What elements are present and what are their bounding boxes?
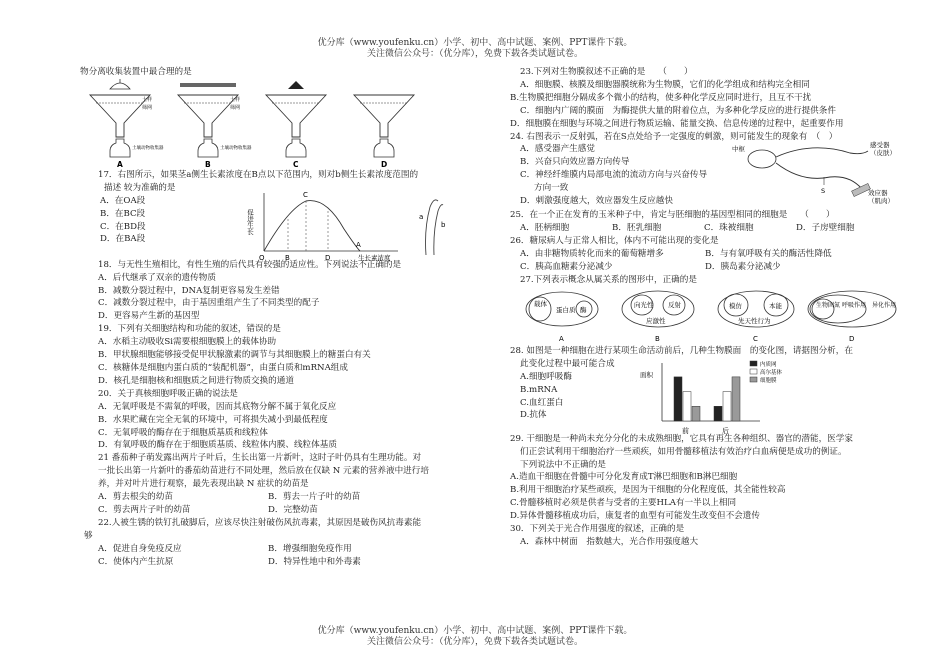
funnel-apparatus xyxy=(80,79,475,169)
q25-option-a: A．胚柄细胞 xyxy=(520,223,570,234)
q18-stem: 18．与无性生殖相比，有性生殖的后代具有较强的适应性。下列说法不正确的是 xyxy=(98,259,402,270)
q22-option-d: D．特异性地中和外毒素 xyxy=(268,556,361,567)
q17-line1: 17．右图所示，如果茎a侧生长素浓度在B点以下范围内，则对b侧生长素浓度范围的 xyxy=(98,169,419,180)
stem-label-b: b xyxy=(441,220,446,229)
reflex-arc-figure xyxy=(732,137,902,207)
cover-plate xyxy=(180,83,236,87)
concept-a-letter: A xyxy=(559,334,564,343)
q26-option-d: D．胰岛素分泌减少 xyxy=(705,262,781,273)
q26-option-a: A．由非糖物质转化而来的葡萄糖增多 xyxy=(520,249,664,260)
stem-left xyxy=(426,200,439,255)
q26-option-c: C．胰高血糖素分泌减少 xyxy=(520,262,613,273)
q28-option-b: B.mRNA xyxy=(520,384,558,395)
concept-b-letter: B xyxy=(655,334,660,343)
concept-a-label-2: 蛋白质 xyxy=(556,305,576,314)
q29-option-b: B.利用干细胞治疗某些顽疾，是因为干细胞的分化程度低，其全能性较高 xyxy=(510,485,786,496)
q23-option-c: C．细胞内广阔的膜面 为酶提供大量的附着位点，为多种化学反应的进行提供条件 xyxy=(520,105,836,116)
q30-stem: 30．下列关于光合作用强度的叙述，正确的是 xyxy=(510,524,685,535)
auxin-curve xyxy=(264,200,360,250)
part-label-collector: 土壤动物收集器 xyxy=(132,145,164,151)
concept-b-label-3: 应激性 xyxy=(646,316,666,325)
funnel-body xyxy=(354,95,414,137)
lamp-icon xyxy=(110,83,130,89)
q18-option-b: B．减数分裂过程中，DNA复制更容易发生差错 xyxy=(98,285,280,296)
concept-b-label-2: 反射 xyxy=(668,300,681,309)
q17-option-c: C．在BD段 xyxy=(100,221,146,232)
chart-ylabel: 促进生长 xyxy=(246,208,254,235)
funnel-body xyxy=(178,95,241,137)
center-label: 中枢 xyxy=(732,145,745,154)
q19-option-c: C．核糖体是细胞内蛋白质的“装配机器”，由蛋白质和mRNA组成 xyxy=(98,362,348,373)
receptor-sub-label: （皮肤） xyxy=(870,149,896,158)
footer-line-1: 优分库（www.youfenku.cn）小学、初中、高中试题、案例、PPT课件下载。 xyxy=(317,626,633,636)
point-c: C xyxy=(303,190,308,199)
collection-bottle xyxy=(198,139,218,157)
concept-a-label-1: 载体 xyxy=(534,299,547,308)
q26-stem: 26．糖尿病人与正常人相比，体内不可能出现的变化是 xyxy=(510,236,719,247)
q22-option-b: B．增强细胞免疫作用 xyxy=(268,543,352,554)
q17-option-a: A．在OA段 xyxy=(100,195,146,206)
concept-b-label-1: 向光性 xyxy=(634,300,654,309)
q22-line2: 够 xyxy=(84,530,93,541)
q22-line1: 22.人被生锈的铁钉扎破脚后，应该尽快注射破伤风抗毒素，其原因是破伤风抗毒素能 xyxy=(98,517,422,528)
funnel-figure xyxy=(80,79,475,169)
q21-line3: 养，并对叶片进行观察，最先表现出缺 N 症状的幼苗是 xyxy=(98,479,309,490)
concept-c-label-3: 先天性行为 xyxy=(738,316,771,325)
bar-1-2 xyxy=(732,377,740,421)
legend-swatch-membrane xyxy=(750,377,757,382)
q20-option-c: C．无氧呼吸的酶存在于细胞质基质和线粒体 xyxy=(98,427,268,438)
collection-bottle xyxy=(110,139,130,157)
collection-bottle xyxy=(286,139,306,157)
part-label-soil: 土样 xyxy=(230,96,241,103)
concept-diagrams xyxy=(510,287,910,345)
q19-option-b: B．甲状腺细胞能够接受促甲状腺激素的调节与其细胞膜上的糖蛋白有关 xyxy=(98,350,371,361)
intro-text: 物分离收集装置中最合理的是 xyxy=(80,67,192,77)
part-label-soil: 土样 xyxy=(142,96,153,103)
concept-d-middle xyxy=(810,295,866,323)
q23-option-b: B.生物膜把细胞分隔成多个微小的结构，使多种化学反应同时进行，且互不干扰 xyxy=(510,92,812,103)
q28-option-c: C.血红蛋白 xyxy=(520,397,564,408)
q28-line1: 28. 如图是一种细胞在进行某项生命活动前后，几种生物膜面 的变化图，请据图分析，在 xyxy=(510,345,853,356)
q17-line2: 描述 较为准确的是 xyxy=(104,182,176,193)
q21-option-c: C．剪去两片子叶的幼苗 xyxy=(98,504,191,515)
concept-c-label-2: 本能 xyxy=(769,301,782,310)
bar-1-1 xyxy=(723,391,731,420)
q21-line1: 21 番茄种子萌发露出两片子叶后，生长出第一片新叶，这时子叶仍具有生理功能。对 xyxy=(98,453,422,464)
legend-label-er: 内质网 xyxy=(760,361,777,368)
q22-option-c: C．使体内产生抗原 xyxy=(98,556,174,567)
footer-line-2: 关注微信公众号：（优分库），免费下载各类试题试卷。 xyxy=(366,637,583,647)
membrane-bar-chart xyxy=(640,357,820,437)
q24-option-c-cont: 方向一致 xyxy=(534,183,569,194)
q30-option-a: A．森林中树面 指数越大，光合作用强度越大 xyxy=(520,536,699,547)
efferent-nerve xyxy=(776,163,862,189)
bar-xlabel-before: 前 xyxy=(682,426,689,435)
bar-1-0 xyxy=(714,406,722,421)
q21-option-b: B．剪去一片子叶的幼苗 xyxy=(268,492,361,503)
funnel-body xyxy=(90,95,153,137)
legend-swatch-golgi xyxy=(750,369,757,374)
q23-stem: 23.下列对生物膜叙述不正确的是 （ ） xyxy=(520,67,693,77)
q28-option-a: A.细胞呼吸酶 xyxy=(520,371,572,382)
q20-option-a: A．无氧呼吸是不需氧的呼吸，因而其底物分解不属于氧化反应 xyxy=(98,401,337,412)
left-column xyxy=(80,66,475,568)
q21-option-d: D．完整幼苗 xyxy=(268,504,318,515)
funnel-option-letter: A xyxy=(117,159,123,169)
concept-d-letter: D xyxy=(849,334,855,343)
q25-option-c: C．珠被细胞 xyxy=(704,223,754,234)
q22-option-a: A．促进自身免疫反应 xyxy=(98,543,182,554)
q18-option-a: A．后代继承了双亲的遗传物质 xyxy=(98,272,216,283)
bar-0-0 xyxy=(674,377,682,421)
q19-stem: 19．下列有关细胞结构和功能的叙述，错误的是 xyxy=(98,324,281,335)
right-column xyxy=(510,66,910,549)
bar-0-2 xyxy=(692,406,700,421)
afferent-nerve xyxy=(776,148,868,157)
q24-option-d: D．刺激强度越大，效应器发生反应越快 xyxy=(520,196,673,207)
q19-option-a: A．水稻主动吸收Si需要根细胞膜上的载体协助 xyxy=(98,337,277,348)
concept-d-label-1: 生物固氮 xyxy=(816,301,841,309)
part-label-collector: 土壤动物收集器 xyxy=(220,145,252,151)
q21-line2: 一批长出第一片新叶的番茄幼苗进行不同处理，然后放在仅缺 N 元素的营养液中进行培 xyxy=(98,466,429,477)
q24-option-c: C．神经纤维膜内局部电流的流动方向与兴奋传导 xyxy=(520,170,708,181)
collection-bottle xyxy=(374,139,394,157)
concept-c-letter: C xyxy=(753,334,758,343)
funnel-option-letter: D xyxy=(381,159,388,169)
q20-stem: 20．关于真核细胞呼吸正确的说法是 xyxy=(98,388,238,399)
concept-figure xyxy=(510,287,910,345)
q25-option-d: D．子房壁细胞 xyxy=(796,223,855,234)
bar-xlabel-after: 后 xyxy=(722,426,729,435)
q29-option-d: D.异体骨髓移植成功后，康复者的血型有可能发生改变但不会遗传 xyxy=(510,511,760,522)
legend-label-golgi: 高尔基体 xyxy=(760,369,783,376)
q29-option-a: A.造血干细胞在骨髓中可分化发育成T淋巴细胞和B淋巴细胞 xyxy=(510,472,738,483)
concept-a-label-3: 酶 xyxy=(580,305,587,314)
q29-line3: 下列说法中不正确的是 xyxy=(520,459,606,470)
stem-right xyxy=(434,204,443,254)
center-node xyxy=(748,150,776,168)
page-footer xyxy=(0,626,950,648)
concept-d-outer xyxy=(808,291,896,327)
lamp-icon xyxy=(288,81,304,89)
q17-option-b: B．在BC段 xyxy=(100,208,146,219)
q20-option-b: B．水果贮藏在完全无氧的环境中，可将损失减小到最低程度 xyxy=(98,414,328,425)
funnel-option-letter: B xyxy=(205,159,211,169)
q19-option-d: D．核孔是细胞核和细胞质之间进行物质交换的通道 xyxy=(98,375,294,386)
concept-d-label-2: 呼吸作用 xyxy=(842,301,867,309)
q20-option-d: D．有氧呼吸的酶存在于细胞质基质、线粒体内膜、线粒体基质 xyxy=(98,440,337,451)
funnel-option-letter: C xyxy=(293,159,299,169)
bar-chart-ylabel: 面积 xyxy=(640,370,653,379)
concept-d-label-3: 异化作用 xyxy=(872,301,897,309)
q25-stem: 25．在一个正在发育的玉米种子中，肯定与胚细胞的基因型相同的细胞是 （ ） xyxy=(510,210,835,221)
part-label-mesh: 筛网 xyxy=(142,104,153,111)
bar-0-1 xyxy=(683,391,691,420)
q23-option-a: A．细胞膜、核膜及细胞器膜统称为生物膜，它们的化学组成和结构完全相同 xyxy=(520,79,810,90)
point-o: O xyxy=(259,253,265,262)
s-label: S xyxy=(821,187,826,196)
q27-stem: 27.下列表示概念从属关系的图形中，正确的是 xyxy=(520,274,697,285)
concept-c-label-1: 模仿 xyxy=(729,301,742,310)
page-header xyxy=(0,38,950,60)
legend-swatch-er xyxy=(750,361,757,366)
effector-sub-label: （肌肉） xyxy=(868,197,894,206)
legend-label-membrane: 细胞膜 xyxy=(760,377,777,384)
q28-option-d: D.抗体 xyxy=(520,410,547,421)
q25-option-b: B．胚乳细胞 xyxy=(612,223,662,234)
q18-option-d: D．更容易产生新的基因型 xyxy=(98,311,200,322)
q21-option-a: A．剪去根尖的幼苗 xyxy=(98,492,173,503)
q23-option-d: D．细胞膜在细胞与环境之间进行物质运输、能量交换、信息传递的过程中，起重要作用 xyxy=(510,118,844,129)
q29-line2: 们正尝试利用干细胞治疗一些顽疾，如用骨髓移植法有效治疗白血病便是成功的例证。 xyxy=(520,446,847,457)
q29-line1: 29. 干细胞是一种尚未充分分化的未成熟细胞，它具有再生各种组织、器官的潜能，医学家 xyxy=(510,433,853,444)
stem-label-a: a xyxy=(419,212,424,221)
q28-line2: 此变化过程中最可能合成 xyxy=(520,358,615,369)
point-b: B xyxy=(285,253,290,262)
q24-line1: 24. 右图表示一反射弧，若在S点处给予一定强度的刺激，则可能发生的现象有 （ ） xyxy=(510,131,838,142)
q24-option-b: B．兴奋只向效应器方向传导 xyxy=(520,157,630,168)
header-line-2: 关注微信公众号：（优分库），免费下载各类试题试卷。 xyxy=(366,49,583,59)
q18-option-c: C．减数分裂过程中，由于基因重组产生了不同类型的配子 xyxy=(98,298,320,309)
effector-label: 效应器 xyxy=(868,189,888,198)
part-label-mesh: 筛网 xyxy=(230,104,241,111)
point-a: A xyxy=(356,240,361,249)
point-d: D xyxy=(325,253,331,262)
header-line-1: 优分库（www.youfenku.cn）小学、初中、高中试题、案例、PPT课件下载。 xyxy=(317,38,633,48)
funnel-body xyxy=(266,95,326,137)
receptor-label: 感受器 xyxy=(870,141,890,150)
q26-option-b: B．与有氧呼吸有关的酶活性降低 xyxy=(705,249,832,260)
q17-option-d: D．在BA段 xyxy=(100,234,146,245)
q24-option-a: A．感受器产生感觉 xyxy=(520,144,595,155)
auxin-curve-chart xyxy=(248,189,448,263)
q29-option-c: C.骨髓移植时必须是供者与受者的主要HLA有一半以上相同 xyxy=(510,498,737,509)
chart-xlabel: 生长素浓度 xyxy=(358,253,391,262)
